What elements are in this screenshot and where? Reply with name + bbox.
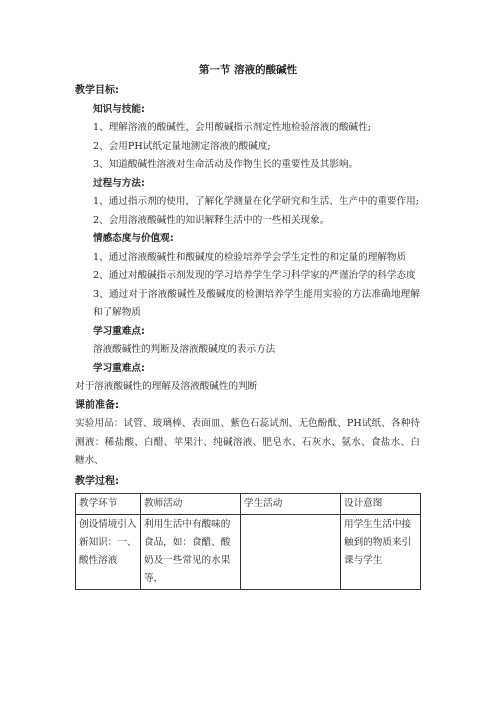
table-cell: 用学生生活中接触到的物质来引课与学生 bbox=[341, 515, 421, 590]
difficulties-heading: 学习重难点: bbox=[93, 362, 145, 374]
knowledge-item: 1、理解溶液的酸碱性，会用酸碱指示剂定性地检验溶液的酸碱性; bbox=[93, 122, 371, 133]
procedure-table bbox=[75, 493, 421, 590]
key-points-text: 溶液酸碱性的判断及溶液酸碱度的表示方法 bbox=[93, 344, 276, 355]
key-points-heading: 学习重难点: bbox=[93, 325, 145, 337]
knowledge-heading: 知识与技能: bbox=[93, 103, 145, 115]
goals-heading: 教学目标: bbox=[75, 85, 119, 96]
emotion-heading: 情感态度与价值观: bbox=[93, 233, 174, 244]
knowledge-item: 3、知道酸碱性溶液对生命活动及作物生长的重要性及其影响。 bbox=[93, 159, 359, 170]
process-item: 1、通过指示剂的使用，了解化学测量在化学研究和生活、生产中的重要作用; bbox=[93, 196, 419, 207]
column-header: 教师活动 bbox=[141, 494, 241, 515]
column-header: 设计意图 bbox=[341, 494, 421, 515]
table-cell bbox=[241, 515, 341, 590]
page-title: 第一节 溶液的酸碱性 bbox=[198, 64, 298, 76]
emotion-item: 3、通过对于溶液酸碱性及酸碱度的检测培养学生能用实验的方法准确地理解和了解物质 bbox=[93, 288, 420, 318]
process-heading: 过程与方法: bbox=[93, 177, 145, 189]
lesson-plan-body bbox=[75, 82, 420, 590]
difficulties-text: 对于溶液酸碱性的理解及溶液酸碱性的判断 bbox=[75, 381, 258, 392]
table-cell: 利用生活中有酸味的食品，如：食醋、酸奶及一些常见的水果等， bbox=[141, 515, 241, 590]
table-header-row bbox=[76, 494, 421, 515]
table-cell: 创设情境引入新知识：一、酸性溶液 bbox=[76, 515, 141, 590]
process-item: 2、会用溶液酸碱性的知识解释生活中的一些相关现象。 bbox=[93, 214, 330, 226]
procedure-heading: 教学过程: bbox=[75, 475, 119, 487]
knowledge-item: 2、会用PH试纸定量地测定溶液的酸碱度; bbox=[93, 140, 271, 152]
column-header: 教学环节 bbox=[76, 494, 141, 515]
prep-text: 实验用品：试管、玻璃棒、表面皿、紫色石蕊试剂、无色酚酞、PH试纸、各种待测液：稀盐酸、白醋、苹果汁、纯碱溶液、肥皂水、石灰水、氨水、食盐水、白糖水、 bbox=[75, 418, 420, 466]
emotion-item: 1、通过溶液酸碱性和酸碱度的检验培养学会学生定性的和定量的理解物质 bbox=[93, 251, 407, 263]
table-row bbox=[76, 515, 421, 590]
column-header: 学生活动 bbox=[241, 494, 341, 515]
prep-heading: 课前准备: bbox=[75, 399, 119, 411]
emotion-item: 2、通过对酸碱指示剂发现的学习培养学生学习科学家的严谨治学的科学态度 bbox=[93, 270, 416, 281]
